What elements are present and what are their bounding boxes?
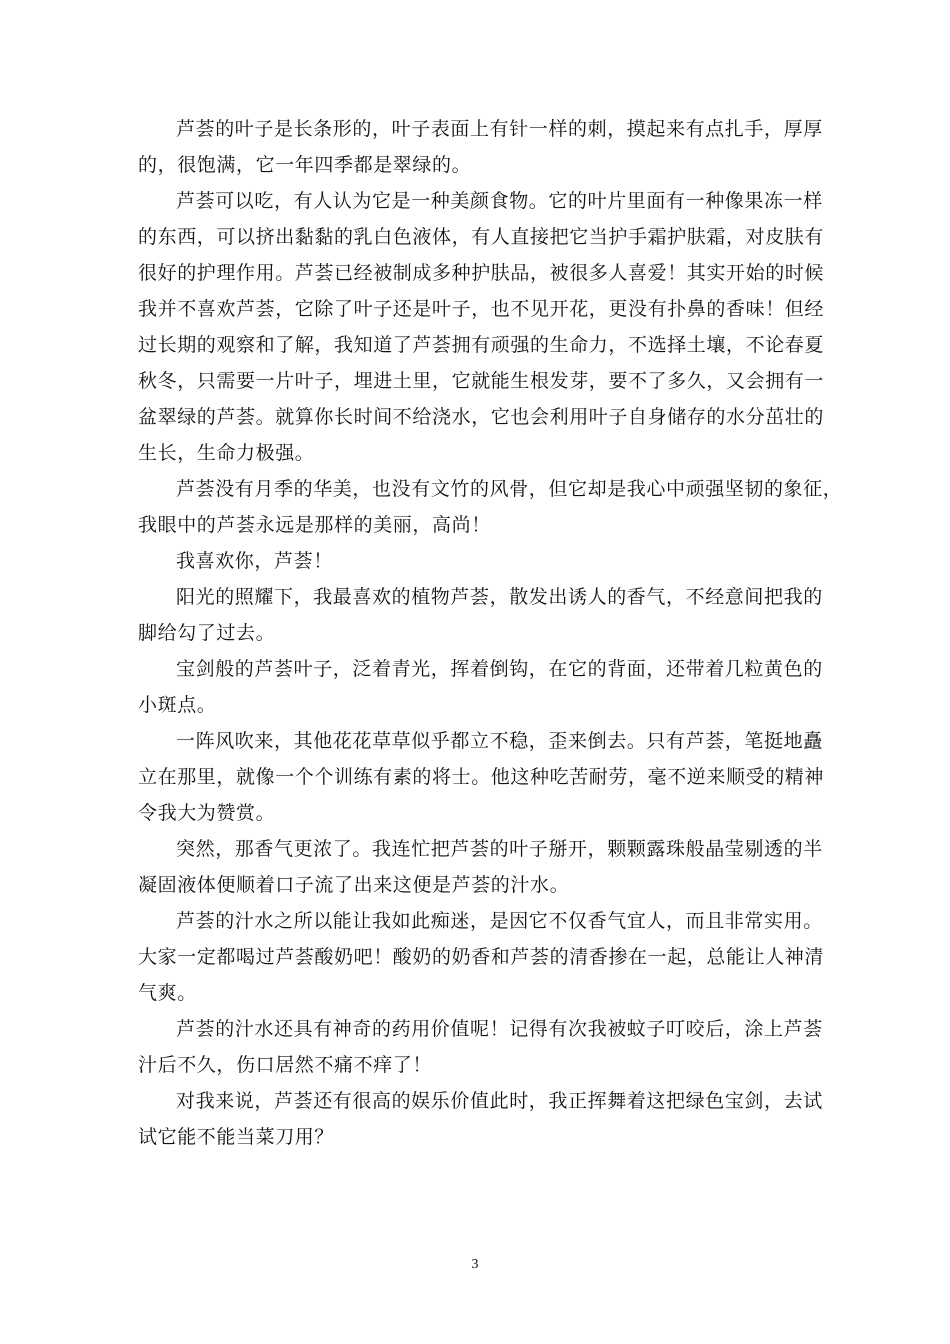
text-line: 芦荟的汁水还具有神奇的药用价值呢！记得有次我被蚊子叮咬后，涂上芦荟 <box>176 1018 823 1040</box>
text-line: 盆翠绿的芦荟。就算你长时间不给浇水，它也会利用叶子自身储存的水分茁壮的 <box>138 406 825 428</box>
text-line: 小斑点。 <box>138 694 217 716</box>
text-line: 突然，那香气更浓了。我连忙把芦荟的叶子掰开，颗颗露珠般晶莹剔透的半 <box>176 838 823 860</box>
text-line: 的东西，可以挤出黏黏的乳白色液体，有人直接把它当护手霜护肤霜，对皮肤有 <box>138 226 825 248</box>
text-line: 令我大为赞赏。 <box>138 802 276 824</box>
text-line: 试它能不能当菜刀用？ <box>138 1126 335 1148</box>
text-line: 芦荟的叶子是长条形的，叶子表面上有针一样的刺，摸起来有点扎手，厚厚 <box>176 118 823 140</box>
text-line: 立在那里，就像一个个训练有素的将士。他这种吃苦耐劳，毫不逆来顺受的精神 <box>138 766 825 788</box>
text-line: 脚给勾了过去。 <box>138 622 276 644</box>
text-line: 大家一定都喝过芦荟酸奶吧！酸奶的奶香和芦荟的清香掺在一起，总能让人神清 <box>138 946 825 968</box>
text-line: 我眼中的芦荟永远是那样的美丽，高尚！ <box>138 514 491 536</box>
text-line: 阳光的照耀下，我最喜欢的植物芦荟，散发出诱人的香气，不经意间把我的 <box>176 586 823 608</box>
text-line: 我喜欢你，芦荟！ <box>176 550 333 572</box>
text-line: 过长期的观察和了解，我知道了芦荟拥有顽强的生命力，不选择土壤，不论春夏 <box>138 334 825 356</box>
text-line: 我并不喜欢芦荟，它除了叶子还是叶子，也不见开花，更没有扑鼻的香味！但经 <box>138 298 825 320</box>
text-line: 芦荟的汁水之所以能让我如此痴迷，是因它不仅香气宜人，而且非常实用。 <box>176 910 823 932</box>
page-number: 3 <box>471 1257 479 1272</box>
text-line: 宝剑般的芦荟叶子，泛着青光，挥着倒钩，在它的背面，还带着几粒黄色的 <box>176 658 823 680</box>
text-line: 很好的护理作用。芦荟已经被制成多种护肤品，被很多人喜爱！其实开始的时候 <box>138 262 825 284</box>
text-line: 汁后不久，伤口居然不痛不痒了！ <box>138 1054 433 1076</box>
text-line: 凝固液体便顺着口子流了出来这便是芦荟的汁水。 <box>138 874 570 896</box>
text-line: 芦荟可以吃，有人认为它是一种美颜食物。它的叶片里面有一种像果冻一样 <box>176 190 823 212</box>
text-line: 气爽。 <box>138 982 197 1004</box>
text-line: 一阵风吹来，其他花花草草似乎都立不稳，歪来倒去。只有芦荟，笔挺地矗 <box>176 730 823 752</box>
text-line: 生长，生命力极强。 <box>138 442 315 464</box>
text-line: 对我来说，芦荟还有很高的娱乐价值此时，我正挥舞着这把绿色宝剑，去试 <box>176 1090 823 1112</box>
text-line: 秋冬，只需要一片叶子，埋进土里，它就能生根发芽，要不了多久，又会拥有一 <box>138 370 825 392</box>
text-line: 芦荟没有月季的华美，也没有文竹的风骨，但它却是我心中顽强坚韧的象征， <box>176 478 843 500</box>
text-line: 的，很饱满，它一年四季都是翠绿的。 <box>138 154 472 176</box>
